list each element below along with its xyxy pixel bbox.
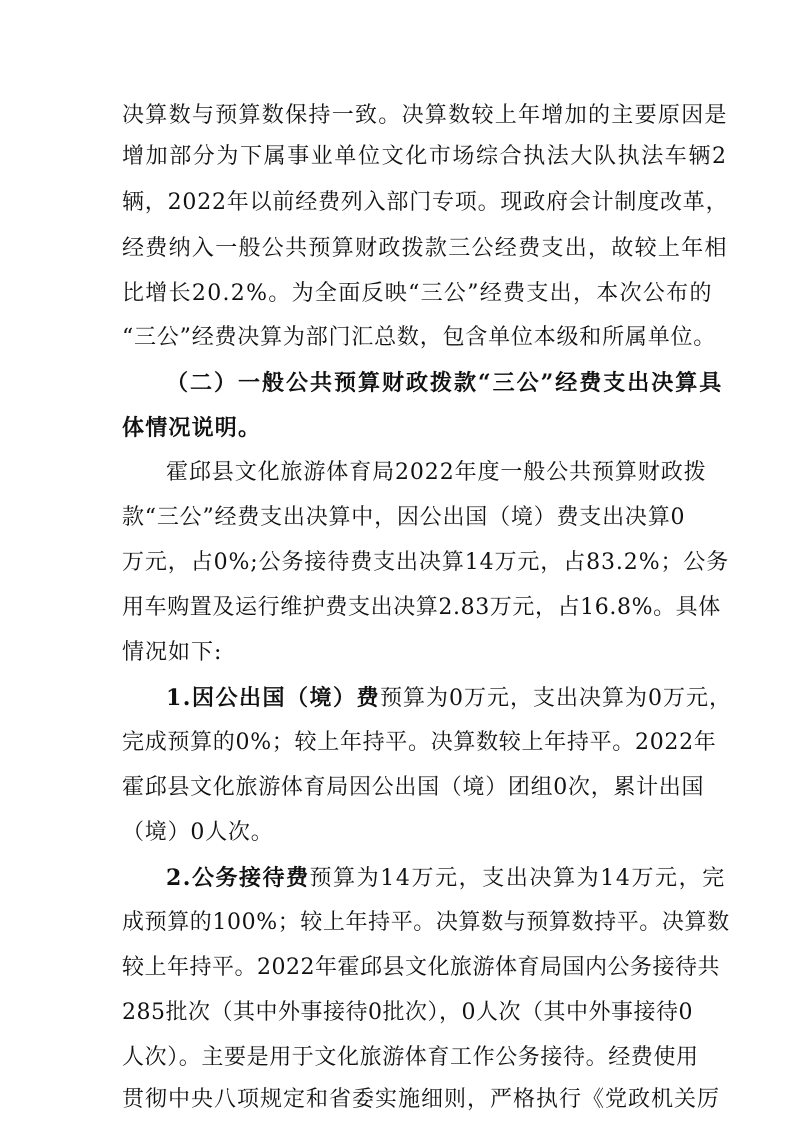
item-1-line bbox=[166, 678, 732, 718]
paragraph-line: 霍邱县文化旅游体育局2022年度一般公共预算财政拨 bbox=[166, 460, 707, 485]
paragraph-line: 比增长20.2%。为全面反映“三公”经费支出，本次公布的 bbox=[122, 281, 713, 306]
paragraph-line: 款“三公”经费支出决算中，因公出国（境）费支出决算0 bbox=[122, 505, 686, 530]
item-1-text: 预算为0万元，支出决算为0万元， bbox=[379, 686, 732, 711]
paragraph-line: “三公”经费决算为部门汇总数，包含单位本级和所属单位。 bbox=[122, 325, 717, 350]
paragraph-line: 285批次（其中外事接待0批次），0人次（其中外事接待0 bbox=[122, 1000, 693, 1025]
paragraph-line: 较上年持平。2022年霍邱县文化旅游体育局国内公务接待共 bbox=[122, 955, 720, 980]
section-heading: （二）一般公共预算财政拨款“三公”经费支出决算具 bbox=[166, 370, 724, 396]
item-2-line bbox=[166, 858, 726, 898]
paragraph-line: 人次）。主要是用于文化旅游体育工作公务接待。经费使用 bbox=[122, 1045, 699, 1070]
item-2-title: 2.公务接待费 bbox=[166, 865, 310, 891]
paragraph-line: 决算数与预算数保持一致。决算数较上年增加的主要原因是 bbox=[122, 103, 728, 128]
item-2-text: 预算为14万元，支出决算为14万元，完 bbox=[309, 866, 726, 891]
section-heading-continued: 体情况说明。 bbox=[122, 415, 262, 441]
paragraph-line: 辆，2022年以前经费列入部门专项。现政府会计制度改革， bbox=[122, 190, 729, 215]
paragraph-line: 贯彻中央八项规定和省委实施细则，严格执行《党政机关厉 bbox=[122, 1087, 721, 1112]
paragraph-line: 增加部分为下属事业单位文化市场综合执法大队执法车辆2 bbox=[122, 144, 728, 169]
paragraph-line: 情况如下: bbox=[122, 640, 223, 665]
paragraph-line: （境）0人次。 bbox=[122, 820, 274, 845]
paragraph-line: 完成预算的0%；较上年持平。决算数较上年持平。2022年 bbox=[122, 730, 717, 755]
paragraph-line: 霍邱县文化旅游体育局因公出国（境）团组0次，累计出国 bbox=[122, 775, 705, 800]
paragraph-line: 成预算的100%；较上年持平。决算数与预算数持平。决算数 bbox=[122, 910, 730, 935]
paragraph-line: 万元，占0%;公务接待费支出决算14万元，占83.2%；公务 bbox=[122, 550, 730, 575]
paragraph-line: 用车购置及运行维护费支出决算2.83万元，占16.8%。具体 bbox=[122, 595, 721, 620]
paragraph-line: 经费纳入一般公共预算财政拨款三公经费支出，故较上年相 bbox=[122, 236, 728, 261]
item-1-title: 1.因公出国（境）费 bbox=[166, 685, 380, 711]
